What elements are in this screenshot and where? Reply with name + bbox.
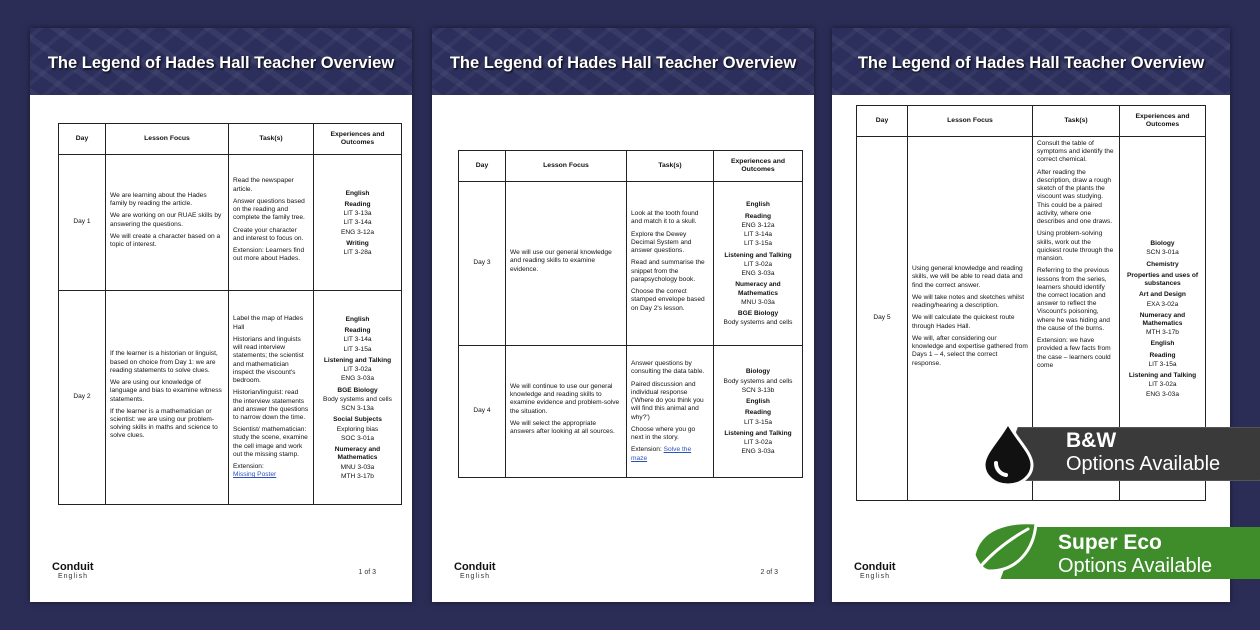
banner-title: The Legend of Hades Hall Teacher Overview [857,54,1205,72]
outcome-code: LIT 3-02a [343,366,372,374]
focus-cell [106,291,229,505]
task-text: Explore the Dewey Decimal System and answer questions. [631,230,692,255]
logo-sub: English [460,573,490,580]
task-text: Choose where you go next in the story. [631,425,696,442]
focus-text: We will select the appropriate answers after looking at all sources. [510,419,615,435]
table-row [459,182,803,346]
header-tasks: Task(s) [627,151,714,182]
outcome-code: LIT 3-28a [343,249,372,257]
outcome-heading: BGE Biology [737,310,779,318]
banner-title: The Legend of Hades Hall Teacher Overview [47,54,395,72]
focus-text: We are learning about the Hades family by reading the article. [110,191,207,208]
outcome-code: ENG 3-12a [341,228,374,236]
focus-text: We will calculate the quickest route through Hades Hall. [912,314,1015,330]
header-tasks: Task(s) [1033,106,1120,137]
banner-title: The Legend of Hades Hall Teacher Overview [449,54,797,72]
focus-cell [106,155,229,291]
task-text: Referring to the previous lessons from the series, learners should identify the correct location and answer to reflect the Viscount's poisoning, where he was hiding and the cause of the burns. [1037,267,1110,332]
outcome-code: Body systems and cells [723,319,793,327]
day-cell: Day 5 [857,137,908,501]
task-text: After reading the description, draw a rough sketch of the plants the viscount was studying. This could be a paired activity, where one describes and one draws. [1037,168,1113,226]
outcome-code: MTH 3-17b [1146,329,1179,337]
focus-text: We will take notes and sketches whilst reading/hearing a description. [912,293,1025,310]
table-row [59,291,402,505]
outcome-code: SCN 3-01a [1146,249,1179,257]
outcome-code: LIT 3-02a [743,439,773,447]
task-text: Historians and linguists will read interview statements; the scientist and mathematician inspect the viscount's bedroom. [233,335,304,385]
day-cell: Day 3 [459,182,506,346]
outcome-heading: Reading [344,200,371,208]
outcome-heading: English [1150,340,1175,348]
outcomes-cell [714,346,803,478]
day-cell: Day 2 [59,291,106,505]
focus-text: Using general knowledge and reading skills, we will be able to read data and find the correct answer. [912,265,1023,289]
logo-sub: English [860,573,890,580]
outcome-heading: Numeracy and Mathematics [735,281,781,297]
focus-text: We will use our general knowledge and reading skills to examine evidence. [510,249,612,273]
tasks-cell [627,346,714,478]
conduit-logo [854,561,896,580]
task-text: Answer questions based on the reading and complete the family tree. [233,197,305,222]
header-focus: Lesson Focus [908,106,1033,137]
ink-drop-icon [968,419,1048,487]
task-text: Read and summarise the snippet from the parapsychology book. [631,259,705,283]
conduit-logo [454,561,496,580]
page-banner [832,28,1230,95]
document-page-1 [30,28,412,602]
outcome-heading: Biology [745,368,771,376]
outcomes-cell [314,155,402,291]
header-tasks: Task(s) [229,124,314,155]
focus-text: If the learner is a mathematician or scientist: we are using our problem-solving skills in maths and science to solve clues. [110,407,218,440]
outcome-heading: Biology [1150,240,1175,248]
page-banner [432,28,814,95]
task-text: Extension: we have provided a few facts from the case – learners could come [1037,337,1111,369]
page-number: 2 of 3 [760,569,778,576]
outcome-code: Body systems and cells [323,395,392,403]
extension-link[interactable]: Missing Poster [233,471,277,479]
task-text: Look at the tooth found and match it to a skull. [631,210,699,226]
header-focus: Lesson Focus [106,124,229,155]
header-day: Day [459,151,506,182]
outcome-code: LIT 3-15a [743,418,773,426]
day-cell: Day 1 [59,155,106,291]
outcome-heading: Writing [346,239,369,247]
task-text: Using problem-solving skills, work out the quickest route through the mansion. [1037,230,1114,263]
task-text: Scientist/ mathematician: study the scene, examine the cell image and work out the missing stamp. [233,426,308,458]
focus-cell [506,182,627,346]
outcome-heading: Reading [1149,351,1176,359]
page-banner [30,28,412,95]
focus-text: We will, after considering our knowledge and expertise gathered from Days 1 – 4, select the correct response. [912,334,1028,367]
header-focus: Lesson Focus [506,151,627,182]
header-outcomes: Experiences and Outcomes [1120,106,1206,137]
tasks-cell [229,155,314,291]
outcome-heading: Numeracy and Mathematics [334,446,381,462]
task-text: Choose the correct stamped envelope based on Day 2's lesson. [631,288,705,312]
outcome-heading: Reading [344,327,371,335]
outcome-heading: English [345,316,370,323]
bw-options-badge[interactable] [968,419,1260,481]
task-text: Answer questions by consulting the data table. [631,360,705,376]
task-text: Extension: Learners find out more about Hades. [233,247,305,263]
outcome-code: LIT 3-02a [1148,381,1177,389]
outcomes-cell [314,291,402,505]
outcome-heading: English [746,398,770,406]
outcome-code: SCN 3-13a [341,405,374,413]
outcome-code: ENG 3-03a [341,375,374,383]
focus-text: We will continue to use our general knowledge and reading skills to examine evidence and problem-solve the situation. [510,382,620,415]
outcome-code: Exploring bias [336,425,379,433]
outcome-code: SCN 3-13b [741,386,775,394]
outcome-heading: Art and Design [1139,291,1186,299]
table-row [459,346,803,478]
outcome-code: LIT 3-13a [343,210,372,218]
outcome-heading: Listening and Talking [724,251,792,259]
outcome-code: LIT 3-15a [1148,360,1177,368]
outcome-code: LIT 3-02a [743,260,773,268]
outcome-heading: Chemistry [1146,260,1179,268]
task-text: Paired discussion and individual response ('Where do you think you will find this animal and why?') [631,380,704,421]
focus-text: We are using our knowledge of language and bias to examine witness statements. [110,379,222,403]
outcome-heading: Listening and Talking [724,429,792,437]
tasks-cell [627,182,714,346]
lesson-table [458,150,803,478]
leaf-icon [956,515,1056,583]
outcome-heading: Listening and Talking [1128,372,1197,380]
extension-label: Extension: [631,446,662,454]
table-row [59,155,402,291]
badge-title: Super Eco [1058,531,1162,554]
logo-brand: Conduit [854,561,896,573]
document-page-2 [432,28,814,602]
header-day: Day [857,106,908,137]
task-text: Create your character and interest to focus on. [233,226,304,242]
outcome-heading: Social Subjects [333,416,382,424]
extension-label: Extension: [233,463,264,471]
outcome-code: EXA 3-02a [1146,300,1179,308]
outcome-code: LIT 3-15a [743,240,773,248]
header-outcomes: Experiences and Outcomes [714,151,803,182]
outcome-heading: Reading [744,409,771,417]
super-eco-options-badge[interactable] [960,521,1260,583]
outcome-heading: Properties and uses of substances [1126,271,1199,288]
outcome-code: ENG 3-12a [741,221,775,229]
task-text: Historian/linguist: read the interview statements and answer the questions to narrow down the time. [233,389,309,421]
logo-sub: English [58,573,88,580]
outcome-code: LIT 3-15a [343,345,372,353]
tasks-cell [229,291,314,505]
outcome-code: LIT 3-14a [343,336,372,344]
header-outcomes: Experiences and Outcomes [314,124,402,155]
logo-brand: Conduit [52,561,94,573]
focus-text: If the learner is a historian or linguist, based on choice from Day 1: we are reading statements to solve clues. [110,350,218,374]
outcome-heading: Listening and Talking [323,356,392,364]
outcome-code: MNU 3-03a [741,298,775,306]
header-day: Day [59,124,106,155]
outcome-code: MTH 3-17b [341,472,374,480]
outcome-code: ENG 3-03a [741,270,775,278]
focus-cell [506,346,627,478]
lesson-table [58,123,402,505]
badge-title: B&W [1066,429,1117,452]
badge-subtitle: Options Available [1058,555,1213,577]
outcome-heading: English [746,201,770,209]
outcome-code: ENG 3-03a [741,448,775,456]
outcome-code: ENG 3-03a [1146,390,1179,398]
outcome-heading: English [345,189,370,197]
focus-text: We will create a character based on a topic of interest. [110,232,221,248]
outcome-code: MNU 3-03a [340,463,375,471]
task-text: Label the map of Hades Hall [233,315,304,331]
outcome-code: LIT 3-14a [343,219,372,227]
badge-subtitle: Options Available [1066,453,1221,475]
conduit-logo [52,561,94,580]
focus-text: We are working on our RUAE skills by answering the questions. [110,212,222,228]
outcome-code: LIT 3-14a [743,231,773,239]
outcome-heading: BGE Biology [337,386,378,394]
outcome-code: SOC 3-01a [341,434,374,442]
outcome-heading: Numeracy and Mathematics [1139,311,1186,327]
task-text: Consult the table of symptoms and identify the correct chemical. [1037,140,1114,164]
extension-link[interactable]: Solve the maze [631,446,692,462]
logo-brand: Conduit [454,561,496,573]
outcomes-cell [714,182,803,346]
day-cell: Day 4 [459,346,506,478]
task-text: Read the newspaper article. [233,177,294,193]
outcome-heading: Reading [744,212,771,220]
page-number: 1 of 3 [358,569,376,576]
outcome-code: Body systems and cells [723,377,793,385]
